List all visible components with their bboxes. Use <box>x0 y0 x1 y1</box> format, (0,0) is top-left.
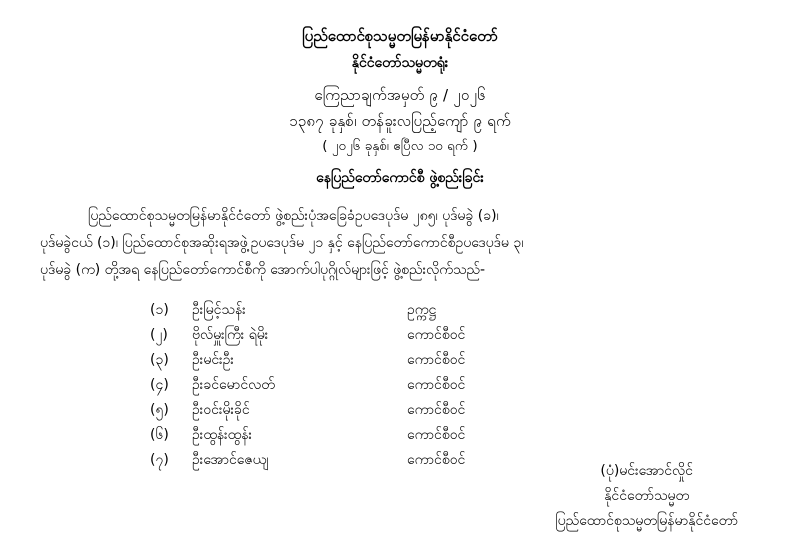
member-role: ကောင်စီဝင် <box>407 402 466 418</box>
member-name: ဦးအောင်ဇေယျ <box>192 452 269 468</box>
member-name: ဦးမြင့်သန်း <box>192 302 246 318</box>
member-name: ဗိုလ်မှူးကြီး ရဲမိုး <box>192 327 269 343</box>
member-role: ကောင်စီဝင် <box>407 377 466 393</box>
signatory-name: (ပုံ)မင်းအောင်လှိုင် <box>600 463 693 479</box>
member-name: ဦးခင်မောင်လတ် <box>192 377 275 393</box>
document-body <box>40 203 760 284</box>
member-role: ကောင်စီဝင် <box>407 452 466 468</box>
body-line-1: ပြည်ထောင်စုသမ္မတမြန်မာနိုင်ငံတော် ဖွဲ့စည်းပုံအခြေခံဥပဒေပုဒ်မ ၂၈၅၊ ပုဒ်မခွဲ (ခ)၊ <box>88 208 499 224</box>
member-role: ဥက္ကဋ္ဌ <box>407 302 437 318</box>
member-number: (၇) <box>150 452 169 468</box>
list-item <box>150 373 760 398</box>
member-role: ကောင်စီဝင် <box>407 352 466 368</box>
member-number: (၁) <box>150 302 169 318</box>
member-number: (၂) <box>150 327 168 343</box>
list-item <box>150 423 760 448</box>
list-item <box>150 298 760 323</box>
member-list <box>40 298 760 473</box>
list-item <box>150 348 760 373</box>
body-line-3: ပုဒ်မခွဲ (က) တို့အရ နေပြည်တော်ကောင်စီကို အောက်ပါပုဂ္ဂိုလ်များဖြင့် ဖွဲ့စည်းလိုက်သည်- <box>40 262 486 278</box>
header-date-gregorian: ( ၂၀၂၆ ခုနှစ်၊ ဧပြီလ ၁၀ ရက် ) <box>322 138 478 154</box>
member-role: ကောင်စီဝင် <box>407 427 466 443</box>
header-subject: နေပြည်တော်ကောင်စီ ဖွဲ့စည်းခြင်း <box>316 170 484 186</box>
header-date-myanmar-era: ၁၃၈၇ ခုနှစ်၊ တန်ခူးလပြည့်ကျော် ၉ ရက် <box>289 112 511 130</box>
member-role: ကောင်စီဝင် <box>407 327 466 343</box>
body-line-2: ပုဒ်မခွဲငယ် (၁)၊ ပြည်ထောင်စုအဆိုးရအဖွဲ့ဥပဒေပုဒ်မ ၂၁ နှင့် နေပြည်တော်ကောင်စီဥပဒေပုဒ်မ ၃၊ <box>40 235 524 251</box>
document-header <box>40 22 760 191</box>
member-name: ဦးမင်းဦး <box>192 352 234 368</box>
header-announcement-number: ကြေညာချက်အမှတ် ၉ / ၂၀၂၆ <box>314 86 486 104</box>
member-number: (၃) <box>150 352 169 368</box>
member-name: ဦးထွန်းထွန်း <box>192 427 252 443</box>
signatory-country: ပြည်ထောင်စုသမ္မတမြန်မာနိုင်ငံတော် <box>555 513 738 529</box>
list-item <box>150 323 760 348</box>
list-item <box>150 398 760 423</box>
signatory-title: နိုင်ငံတော်သမ္မတ <box>604 488 690 504</box>
member-number: (၆) <box>150 427 169 443</box>
member-name: ဦးဝင်းမိုးခိုင် <box>192 402 250 418</box>
header-country-title: ပြည်ထောင်စုသမ္မတမြန်မာနိုင်ငံတော် <box>302 27 498 45</box>
member-number: (၅) <box>150 402 169 418</box>
member-number: (၄) <box>150 377 169 393</box>
header-office-title: နိုင်ငံတော်သမ္မတရုံး <box>351 55 449 71</box>
signature-block <box>555 459 738 534</box>
